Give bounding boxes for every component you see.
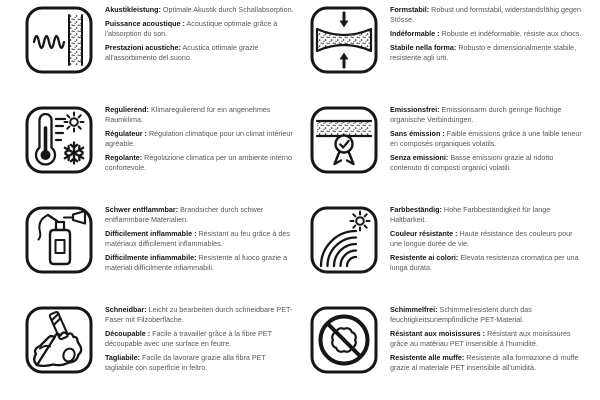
feature-text-it: Stabile nella forma: Robusto e dimensionalmente stabile, resistente agli urti. <box>390 43 577 62</box>
feature-text-fr: Résistant aux moisissures : Résistant aux moisissures grâce au matériau PET insensible à l'humidité. <box>390 328 571 348</box>
no-mold-prohibition-icon <box>310 306 378 374</box>
certified-panel-ribbon-icon <box>310 106 378 174</box>
feature-card-shape-stability <box>300 0 600 100</box>
feature-text-it: Difficilmente infiammabile: Resistente al fuoco grazie a materiali difficilmente infiammabili. <box>105 252 288 272</box>
feature-descriptions <box>390 104 582 177</box>
feature-text-fr: Régulateur : Régulation climatique pour un climat intérieur agréable. <box>105 128 293 148</box>
thermometer-sun-snowflake-icon <box>25 106 93 174</box>
feature-text-it: Regolante: Regolazione climatica per un ambiente interno confortevole. <box>105 152 292 172</box>
feature-text-fr: Couleur résistante : Haute résistance des couleurs pour une longue durée de vie. <box>390 228 573 248</box>
sound-absorption-icon <box>25 6 93 74</box>
feature-text-de: Schneidbar: Leicht zu bearbeiten durch schneidbare PET-Faser mit Filzoberfläche. <box>105 305 293 324</box>
feature-text-fr: Difficilement inflammable : Résistant au feu grâce à des matériaux difficilement inflammables. <box>105 228 290 248</box>
feature-descriptions <box>105 4 294 67</box>
feature-text-it: Senza emissioni: Basse emissioni grazie al ridotto contenuto di composti organici volatili. <box>390 152 554 172</box>
feature-descriptions <box>105 104 294 177</box>
feature-descriptions <box>105 304 294 377</box>
compression-resistance-icon <box>310 6 378 74</box>
feature-card-mold-free <box>300 300 600 400</box>
feature-text-de: Akustikleistung: Optimale Akustik durch Schallabsorption. <box>105 5 294 14</box>
feature-descriptions <box>390 304 582 377</box>
feature-text-de: Regulierend: Klimaregulierend für ein angenehmes Raumklima. <box>105 105 271 124</box>
feature-text-de: Schwer entflammbar: Brandsicher durch schwer entflammbare Materialien. <box>105 205 264 224</box>
fire-extinguisher-icon <box>25 206 93 274</box>
feature-text-de: Farbbeständig: Hohe Farbbeständigkeit für lange Haltbarkeit. <box>390 205 551 224</box>
feature-text-de: Schimmelfrei: Schimmelresistent durch das feuchtigkeitsunempfindliche PET-Material. <box>390 305 532 324</box>
feature-text-de: Emissionsfrei: Emissionsarm durch geringe flüchtige organische Verbindungen. <box>390 105 562 124</box>
feature-card-cuttable <box>0 300 300 400</box>
hand-cutter-knife-icon <box>25 306 93 374</box>
feature-text-fr: Puissance acoustique : Acoustique optimale grâce à l'absorption du son. <box>105 19 278 38</box>
feature-card-color-fast <box>300 200 600 300</box>
feature-descriptions <box>105 204 294 277</box>
feature-text-fr: Indéformable : Robuste et indéformable, résiste aux chocs. <box>390 28 582 38</box>
feature-text-fr: Sans émission : Faible émissions grâce à une faible teneur en composés organiques volatils. <box>390 128 582 148</box>
feature-text-fr: Découpable : Facile à travailler grâce à la fibre PET découpable avec une surface en feutre. <box>105 328 272 348</box>
feature-text-it: Tagliabile: Facile da lavorare grazie alla fibra PET tagliabile con superficie in feltro. <box>105 352 266 372</box>
feature-text-it: Resistente ai colori: Elevata resistenza cromatica per una lunga durata. <box>390 252 579 272</box>
feature-card-flame-retardant <box>0 200 300 300</box>
feature-card-emission-free <box>300 100 600 200</box>
feature-text-it: Prestazioni acustiche: Acustica ottimale grazie all'assorbimento del suono. <box>105 43 259 62</box>
feature-descriptions <box>390 4 582 67</box>
feature-text-de: Formstabil: Robust und formstabil, widerstandsfähig gegen Stösse. <box>390 5 581 24</box>
feature-text-it: Resistente alle muffe: Resistente alla formazione di muffe grazie al materiale PET insensibile all'umidità. <box>390 352 579 372</box>
feature-card-acoustic <box>0 0 300 100</box>
feature-card-climate <box>0 100 300 200</box>
feature-descriptions <box>390 204 582 277</box>
rainbow-sun-icon <box>310 206 378 274</box>
